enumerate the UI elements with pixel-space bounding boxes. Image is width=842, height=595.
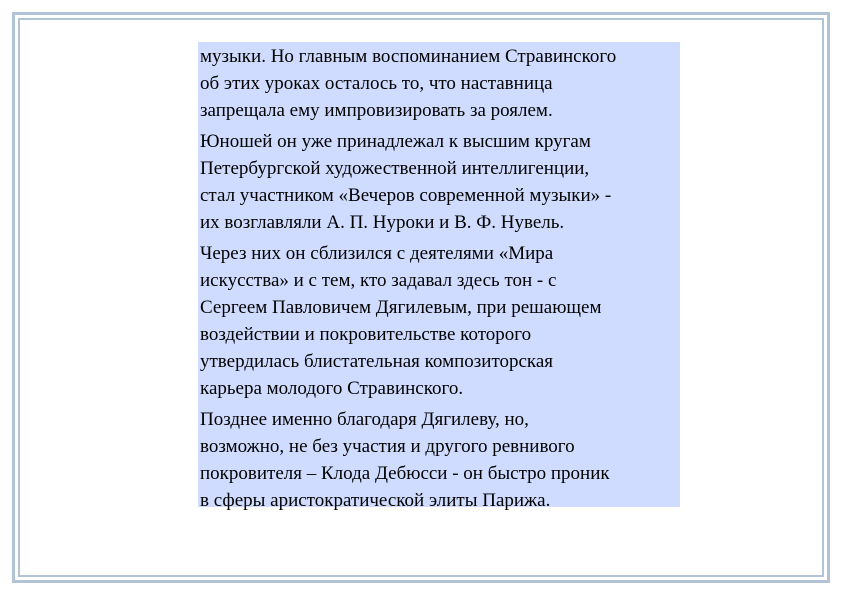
text-block (198, 42, 680, 511)
paragraph-2: Юношей он уже принадлежал к высшим кругам Петербургской художественной интеллигенции, стал участником «Вечеров современной музыки» - их возглавляли А. П. Нуроки и В. Ф. Нувель. (200, 131, 612, 233)
paragraph-3: Через них он сблизился с деятелями «Мира искусства» и с тем, кто задавал здесь тон - с Сергеем Павловичем Дягилевым, при решающем воздействии и покровительстве которого утвердилась блистательная композиторская карьера молодого Стравинского. (200, 243, 602, 399)
paragraph-4: Позднее именно благодаря Дягилеву, но, возможно, не без участия и другого ревнивого покровителя – Клода Дебюсси - он быстро проник в сферы аристократической элиты Парижа. (200, 409, 610, 511)
paragraph-1: музыки. Но главным воспоминанием Стравинского об этих уроках осталось то, что наставница запрещала ему импровизировать за роялем. (200, 46, 617, 121)
